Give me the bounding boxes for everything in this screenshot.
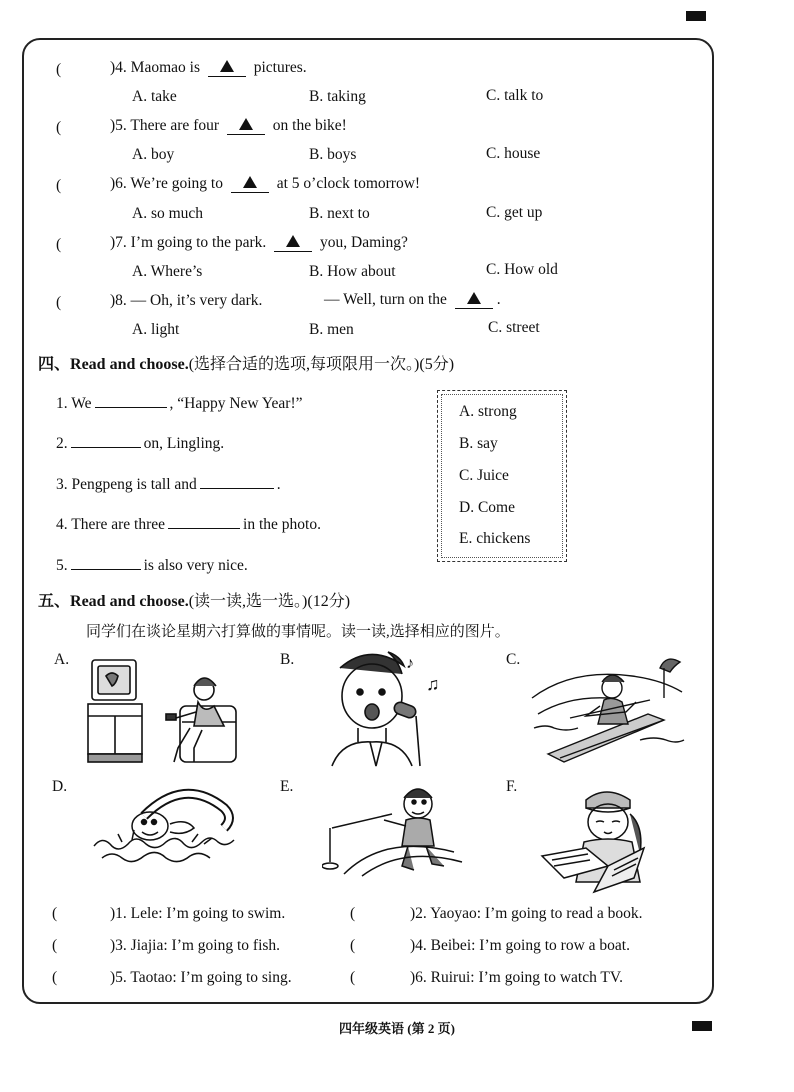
picture-label-c: C. <box>506 651 521 668</box>
page-footer: 四年级英语 (第 2 页) <box>339 1021 455 1036</box>
blank-triangle[interactable] <box>208 60 246 77</box>
option-b: B. next to <box>309 205 370 222</box>
item-5: )5. Taotao: I’m going to sing. <box>110 969 292 986</box>
picture-label-b: B. <box>280 651 295 668</box>
item-2: )2. Yaoyao: I’m going to read a book. <box>410 905 643 922</box>
choice-c: C. Juice <box>459 467 509 484</box>
choice-b: B. say <box>459 435 498 452</box>
watch-tv-illustration <box>86 652 242 768</box>
svg-text:♪: ♪ <box>406 655 414 672</box>
sentence-3: 3. Pengpeng is tall and . <box>56 476 281 493</box>
option-c: C. talk to <box>486 87 544 104</box>
question-stem: )7. I’m going to the park. you, Daming? <box>110 234 408 251</box>
option-a: A. boy <box>132 146 175 163</box>
triangle-icon <box>220 60 234 72</box>
question-stem: )4. Maomao is pictures. <box>110 59 307 76</box>
question-stem-reply: — Well, turn on the . <box>324 291 501 308</box>
picture-label-a: A. <box>54 651 70 668</box>
blank-triangle[interactable] <box>455 292 493 309</box>
fishing-illustration <box>322 784 464 880</box>
part5-instruction: 同学们在谈论星期六打算做的事情呢。读一读,选择相应的图片。 <box>86 624 510 640</box>
singing-illustration <box>330 650 448 768</box>
picture-label-f: F. <box>506 778 518 795</box>
swimming-illustration <box>92 784 238 870</box>
answer-paren[interactable]: ( <box>52 937 58 954</box>
choice-a: A. strong <box>459 403 517 420</box>
question-stem: )6. We’re going to at 5 o’clock tomorrow! <box>110 175 421 192</box>
sentence-2: 2. on, Lingling. <box>56 435 225 452</box>
answer-paren[interactable]: ( <box>350 937 356 954</box>
item-4: )4. Beibei: I’m going to row a boat. <box>410 937 630 954</box>
part5-heading: 五、Read and choose.(读一读,选一选。)(12分) <box>38 593 351 610</box>
answer-blank[interactable] <box>200 474 274 489</box>
choice-e: E. chickens <box>459 530 531 547</box>
option-b: B. boys <box>309 146 357 163</box>
blank-triangle[interactable] <box>274 235 312 252</box>
option-c: C. How old <box>486 261 558 278</box>
answer-blank[interactable] <box>71 555 141 570</box>
svg-text:♫: ♫ <box>426 674 440 694</box>
option-a: A. take <box>132 88 177 105</box>
answer-blank[interactable] <box>95 393 167 408</box>
option-a: A. Where’s <box>132 263 203 280</box>
corner-mark-top <box>686 11 706 21</box>
rowing-boat-illustration <box>530 658 686 768</box>
answer-paren[interactable]: ( <box>52 969 58 986</box>
option-c: C. get up <box>486 204 543 221</box>
question-stem: )8. — Oh, it’s very dark. <box>110 292 263 309</box>
answer-paren[interactable]: ( <box>52 905 58 922</box>
answer-blank[interactable] <box>71 433 141 448</box>
sentence-4: 4. There are three in the photo. <box>56 516 321 533</box>
blank-triangle[interactable] <box>227 118 265 135</box>
answer-paren[interactable]: ( <box>350 969 356 986</box>
option-c: C. house <box>486 145 541 162</box>
answer-paren[interactable]: ( <box>56 119 62 136</box>
answer-blank[interactable] <box>168 514 240 529</box>
answer-paren[interactable]: ( <box>56 177 62 194</box>
option-b: B. taking <box>309 88 366 105</box>
triangle-icon <box>243 176 257 188</box>
picture-label-d: D. <box>52 778 68 795</box>
answer-paren[interactable]: ( <box>56 294 62 311</box>
question-stem: )5. There are four on the bike! <box>110 117 347 134</box>
triangle-icon <box>467 292 481 304</box>
item-3: )3. Jiajia: I’m going to fish. <box>110 937 281 954</box>
item-6: )6. Ruirui: I’m going to watch TV. <box>410 969 623 986</box>
answer-paren[interactable]: ( <box>56 61 62 78</box>
triangle-icon <box>239 118 253 130</box>
sentence-1: 1. We , “Happy New Year!” <box>56 395 303 412</box>
sentence-5: 5. is also very nice. <box>56 557 248 574</box>
triangle-icon <box>286 235 300 247</box>
option-c: C. street <box>488 319 540 336</box>
option-a: A. so much <box>132 205 204 222</box>
answer-paren[interactable]: ( <box>56 236 62 253</box>
choice-d: D. Come <box>459 499 515 516</box>
reading-book-illustration <box>540 784 662 894</box>
picture-label-e: E. <box>280 778 294 795</box>
item-1: )1. Lele: I’m going to swim. <box>110 905 286 922</box>
part4-heading: 四、Read and choose.(选择合适的选项,每项限用一次。)(5分) <box>38 356 455 373</box>
option-b: B. men <box>309 321 354 338</box>
answer-paren[interactable]: ( <box>350 905 356 922</box>
blank-triangle[interactable] <box>231 176 269 193</box>
option-a: A. light <box>132 321 180 338</box>
option-b: B. How about <box>309 263 396 280</box>
